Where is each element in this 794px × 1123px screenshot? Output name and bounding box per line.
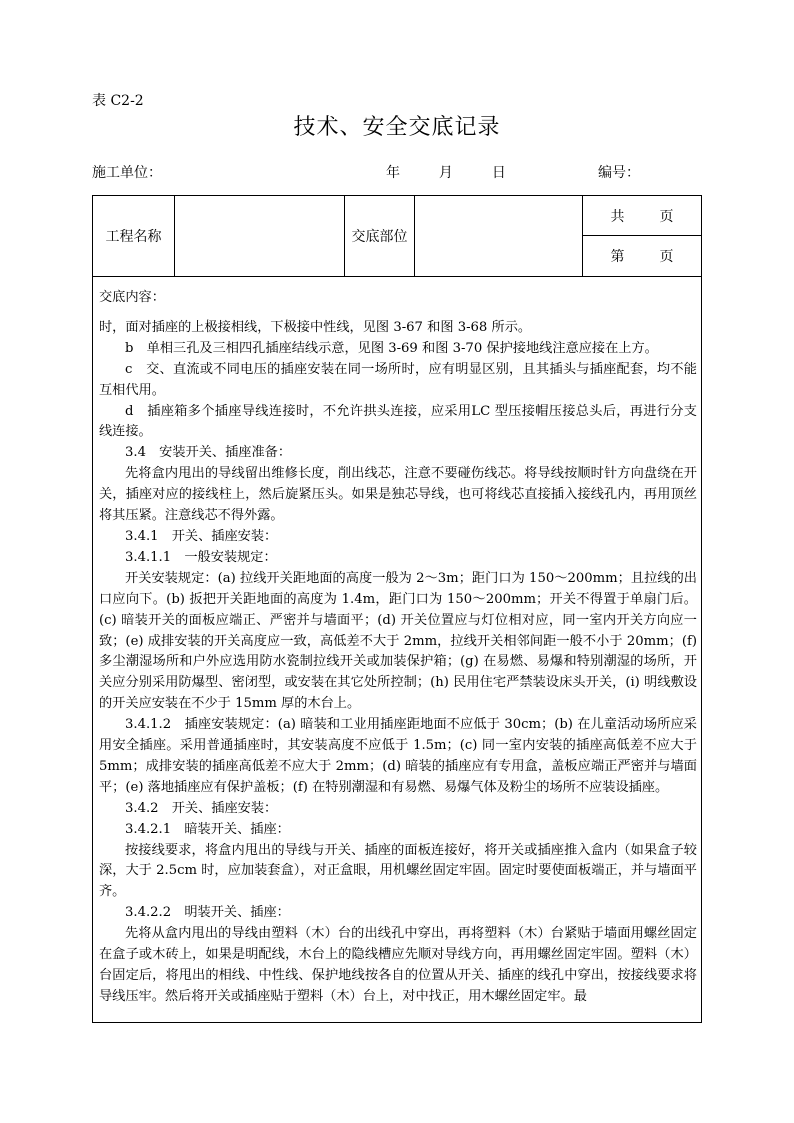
total-pages-prefix: 共 bbox=[610, 208, 625, 225]
project-name-label: 工程名称 bbox=[105, 229, 162, 245]
content-paragraph: c 交、直流或不同电压的插座安装在同一场所时，应有明显区别，且其插头与插座配套，均不能互相代用。 bbox=[99, 361, 697, 398]
date-month-label: 月 bbox=[438, 165, 453, 181]
content-paragraph: 先将盒内甩出的导线留出维修长度，削出线芯，注意不要碰伤线芯。将导线按顺时针方向盘绕在开关，插座对应的接线柱上，然后旋紧压头。如果是独芯导线，也可将线芯直接插入接线孔内，再用顶丝将其压紧。注意线芯不得外露。 bbox=[99, 466, 697, 524]
content-paragraph: 按接线要求，将盒内甩出的导线与开关、插座的面板连接好，将开关或插座推入盒内（如果盒子较深，大于 2.5cm 时，应加装套盒），对正盒眼，用机螺丝固定牢固。固定时要使面板端正，并与墙面平齐。 bbox=[99, 842, 697, 900]
content-paragraph: 3.4.2.1 暗装开关、插座： bbox=[125, 821, 290, 837]
current-page bbox=[583, 236, 701, 276]
table-header-row bbox=[93, 196, 701, 277]
date-line bbox=[386, 162, 506, 182]
form-code: 表 C2-2 bbox=[92, 93, 144, 109]
location-label: 交底部位 bbox=[351, 229, 408, 245]
content-paragraph: 3.4.2 开关、插座安装： bbox=[125, 800, 278, 816]
content-paragraph: 3.4.1.1 一般安装规定： bbox=[125, 549, 277, 565]
content-paragraphs bbox=[99, 318, 697, 1008]
content-paragraph: 3.4 安装开关、插座准备： bbox=[125, 445, 292, 461]
date-day-label: 日 bbox=[491, 165, 506, 181]
content-label: 交底内容： bbox=[99, 290, 165, 305]
record-table bbox=[92, 195, 702, 1023]
total-pages bbox=[583, 196, 701, 236]
page-prefix: 第 bbox=[610, 249, 625, 265]
content-paragraph: 3.4.1.2 插座安装规定：(a) 暗装和工业用插座距地面不应低于 30cm；(b) 在儿童活动场所应采用安全插座。采用普通插座时，其安装高度不应低于 1.5m；(c) 同一室内安装的插座高低差不应大于 5mm；成排安装的插座高低差不应大于 2mm；(d) 暗装的插座应有专用盒，盖板应端正严密并与墙面平；(e) 落地插座应有保护盖板；(f) 在特别潮湿和有易燃、易爆气体及粉尘的场所不应装设插座。 bbox=[99, 717, 697, 795]
content-paragraph: 3.4.1 开关、插座安装： bbox=[125, 528, 278, 544]
content-paragraph: 时，面对插座的上极接相线，下极接中性线，见图 3-67 和图 3-68 所示。 bbox=[99, 319, 532, 335]
content-paragraph: 开关安装规定：(a) 拉线开关距地面的高度一般为 2～3m；距门口为 150～200mm；且拉线的出口应向下。(b) 扳把开关距地面的高度为 1.4m，距门口为 150～200mm；开关不得置于单扇门后。(c) 暗装开关的面板应端正、严密并与墙面平；(d) 开关位置应与灯位相对应，同一室内开关方向应一致；(e) 成排安装的开关高度应一致，高低差不大于 2mm，拉线开关相邻间距一般不小于 20mm；(f) 多尘潮湿场所和户外应选用防水瓷制拉线开关或加装保护箱；(g) 在易燃、易爆和特别潮湿的场所，开关应分别采用防爆型、密闭型，或安装在其它处所控制；(h) 民用住宅严禁装设床头开关，(i) 明线敷设的开关应安装在不少于 15mm 厚的木台上。 bbox=[99, 570, 697, 712]
page-count-cell bbox=[583, 196, 701, 276]
total-pages-suffix: 页 bbox=[659, 208, 674, 225]
content-paragraph: d 插座箱多个插座导线连接时，不允许拱头连接，应采用LC 型压接帽压接总头后，再进行分支线连接。 bbox=[99, 403, 697, 440]
project-name-value-cell bbox=[175, 196, 345, 276]
content-paragraph: 先将从盒内甩出的导线由塑料（木）台的出线孔中穿出，再将塑料（木）台紧贴于墙面用螺丝固定在盒子或木砖上，如果是明配线，木台上的隐线槽应先顺对导线方向，再用螺丝固定牢固。塑料（木）台固定后，将甩出的相线、中性线、保护地线按各自的位置从开关、插座的线孔中穿出，按接线要求将导线压牢。然后将开关或插座贴于塑料（木）台上，对中找正，用木螺丝固定牢。最 bbox=[99, 926, 697, 1004]
location-label-cell bbox=[345, 196, 415, 276]
page-suffix: 页 bbox=[659, 249, 674, 265]
record-number-label: 编号： bbox=[598, 165, 640, 181]
project-name-label-cell bbox=[93, 196, 175, 276]
content-paragraph: 3.4.2.2 明装开关、插座： bbox=[125, 905, 290, 921]
content-paragraph: b 单相三孔及三相四孔插座结线示意，见图 3-69 和图 3-70 保护接地线注意应接在上方。 bbox=[125, 340, 658, 356]
location-value-cell bbox=[415, 196, 583, 276]
disclosure-content bbox=[99, 288, 697, 1008]
construction-unit-label: 施工单位： bbox=[92, 165, 162, 181]
page-title: 技术、安全交底记录 bbox=[293, 115, 501, 140]
date-year-label: 年 bbox=[386, 165, 400, 181]
